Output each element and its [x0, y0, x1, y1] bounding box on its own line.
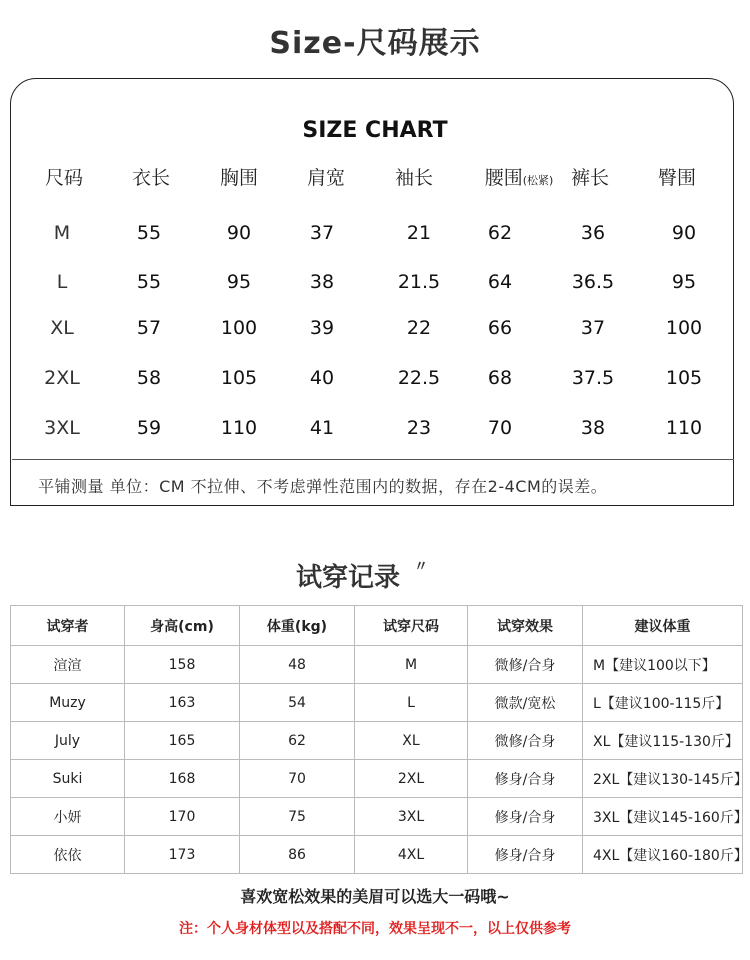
header-pants-length: 裤长	[570, 167, 610, 189]
header-sleeve: 袖长	[394, 167, 434, 189]
height-cell: 173	[125, 836, 240, 874]
size-value: 23	[406, 417, 432, 439]
recommend-cell: 2XL【建议130-145斤】	[583, 760, 743, 798]
tryon-table	[10, 605, 748, 874]
size-value: 95	[226, 271, 252, 293]
weight-cell: 75	[240, 798, 355, 836]
size-cell: L	[355, 684, 468, 722]
size-value: 38	[309, 271, 335, 293]
height-cell: 165	[125, 722, 240, 760]
size-value: 105	[220, 367, 258, 389]
tryon-row	[11, 684, 743, 722]
sparkle-icon: 〃	[414, 559, 428, 575]
recommend-cell: 4XL【建议160-180斤】	[583, 836, 743, 874]
recommend-cell: 3XL【建议145-160斤】	[583, 798, 743, 836]
height-cell: 163	[125, 684, 240, 722]
size-value: 68	[487, 367, 513, 389]
size-value: 40	[309, 367, 335, 389]
footer-tip: 喜欢宽松效果的美眉可以选大一码哦~	[240, 887, 510, 906]
size-value: 38	[580, 417, 606, 439]
effect-cell: 修身/合身	[468, 836, 583, 874]
header-length: 衣长	[131, 167, 171, 189]
footer-notice: 注：个人身材体型以及搭配不同，效果呈现不一，以上仅供参考	[179, 921, 571, 937]
effect-cell: 修身/合身	[468, 760, 583, 798]
chart-note: 平铺测量 单位：CM 不拉伸、不考虑弹性范围内的数据，存在2-4CM的误差。	[38, 477, 608, 496]
size-value: 100	[220, 317, 258, 339]
tryon-row	[11, 646, 743, 684]
size-value: 100	[665, 317, 703, 339]
size-cell: 4XL	[355, 836, 468, 874]
size-label: L	[56, 271, 68, 293]
recommend-cell: L【建议100-115斤】	[583, 684, 743, 722]
size-value: 70	[487, 417, 513, 439]
header-shoulder: 肩宽	[306, 167, 346, 189]
weight-cell: 70	[240, 760, 355, 798]
size-value: 22.5	[397, 367, 441, 389]
size-cell: XL	[355, 722, 468, 760]
size-value: 66	[487, 317, 513, 339]
tryon-row	[11, 798, 743, 836]
size-value: 57	[136, 317, 162, 339]
size-value: 95	[671, 271, 697, 293]
size-cell: 2XL	[355, 760, 468, 798]
size-value: 90	[226, 222, 252, 244]
size-label: 2XL	[44, 367, 80, 389]
tryon-header-row	[11, 606, 743, 646]
size-value: 58	[136, 367, 162, 389]
size-value: 39	[309, 317, 335, 339]
size-value: 110	[665, 417, 703, 439]
tryon-header-effect: 试穿效果	[468, 606, 583, 646]
header-chest: 胸围	[219, 167, 259, 189]
tryon-title: 试穿记录	[296, 563, 401, 593]
size-value: 64	[487, 271, 513, 293]
size-cell: 3XL	[355, 798, 468, 836]
recommend-cell: XL【建议115-130斤】	[583, 722, 743, 760]
size-value: 105	[665, 367, 703, 389]
tryon-header-size: 试穿尺码	[355, 606, 468, 646]
size-value: 36.5	[571, 271, 615, 293]
size-value: 90	[671, 222, 697, 244]
size-chart-title: SIZE CHART	[302, 118, 448, 143]
effect-cell: 微款/宽松	[468, 684, 583, 722]
size-value: 41	[309, 417, 335, 439]
tryon-header-height: 身高(cm)	[125, 606, 240, 646]
recommend-cell: M【建议100以下】	[583, 646, 743, 684]
tester-name: 渲渲	[11, 646, 125, 684]
size-value: 22	[406, 317, 432, 339]
effect-cell: 微修/合身	[468, 722, 583, 760]
height-cell: 170	[125, 798, 240, 836]
size-value: 21.5	[397, 271, 441, 293]
tester-name: Muzy	[11, 684, 125, 722]
header-waist: 腰围(松紧)	[484, 167, 554, 189]
chart-divider	[12, 459, 734, 460]
weight-cell: 48	[240, 646, 355, 684]
tryon-header-recommend: 建议体重	[583, 606, 743, 646]
size-value: 36	[580, 222, 606, 244]
tester-name: 小妍	[11, 798, 125, 836]
height-cell: 158	[125, 646, 240, 684]
tester-name: 依依	[11, 836, 125, 874]
tryon-row	[11, 760, 743, 798]
size-value: 21	[406, 222, 432, 244]
size-value: 37	[580, 317, 606, 339]
tryon-header-weight: 体重(kg)	[240, 606, 355, 646]
weight-cell: 54	[240, 684, 355, 722]
size-value: 37.5	[571, 367, 615, 389]
size-label: 3XL	[44, 417, 80, 439]
size-value: 110	[220, 417, 258, 439]
weight-cell: 86	[240, 836, 355, 874]
size-cell: M	[355, 646, 468, 684]
size-value: 55	[136, 271, 162, 293]
header-hip: 臀围	[657, 167, 697, 189]
effect-cell: 微修/合身	[468, 646, 583, 684]
tester-name: Suki	[11, 760, 125, 798]
size-label: M	[53, 222, 71, 244]
tryon-row	[11, 722, 743, 760]
effect-cell: 修身/合身	[468, 798, 583, 836]
height-cell: 168	[125, 760, 240, 798]
tryon-header-tester: 试穿者	[11, 606, 125, 646]
size-label: XL	[50, 317, 74, 339]
size-value: 59	[136, 417, 162, 439]
size-value: 37	[309, 222, 335, 244]
weight-cell: 62	[240, 722, 355, 760]
size-value: 62	[487, 222, 513, 244]
header-size: 尺码	[44, 167, 84, 189]
tester-name: July	[11, 722, 125, 760]
tryon-row	[11, 836, 743, 874]
page-title: Size-尺码展示	[269, 26, 481, 61]
size-value: 55	[136, 222, 162, 244]
waist-note: (松紧)	[522, 174, 554, 187]
